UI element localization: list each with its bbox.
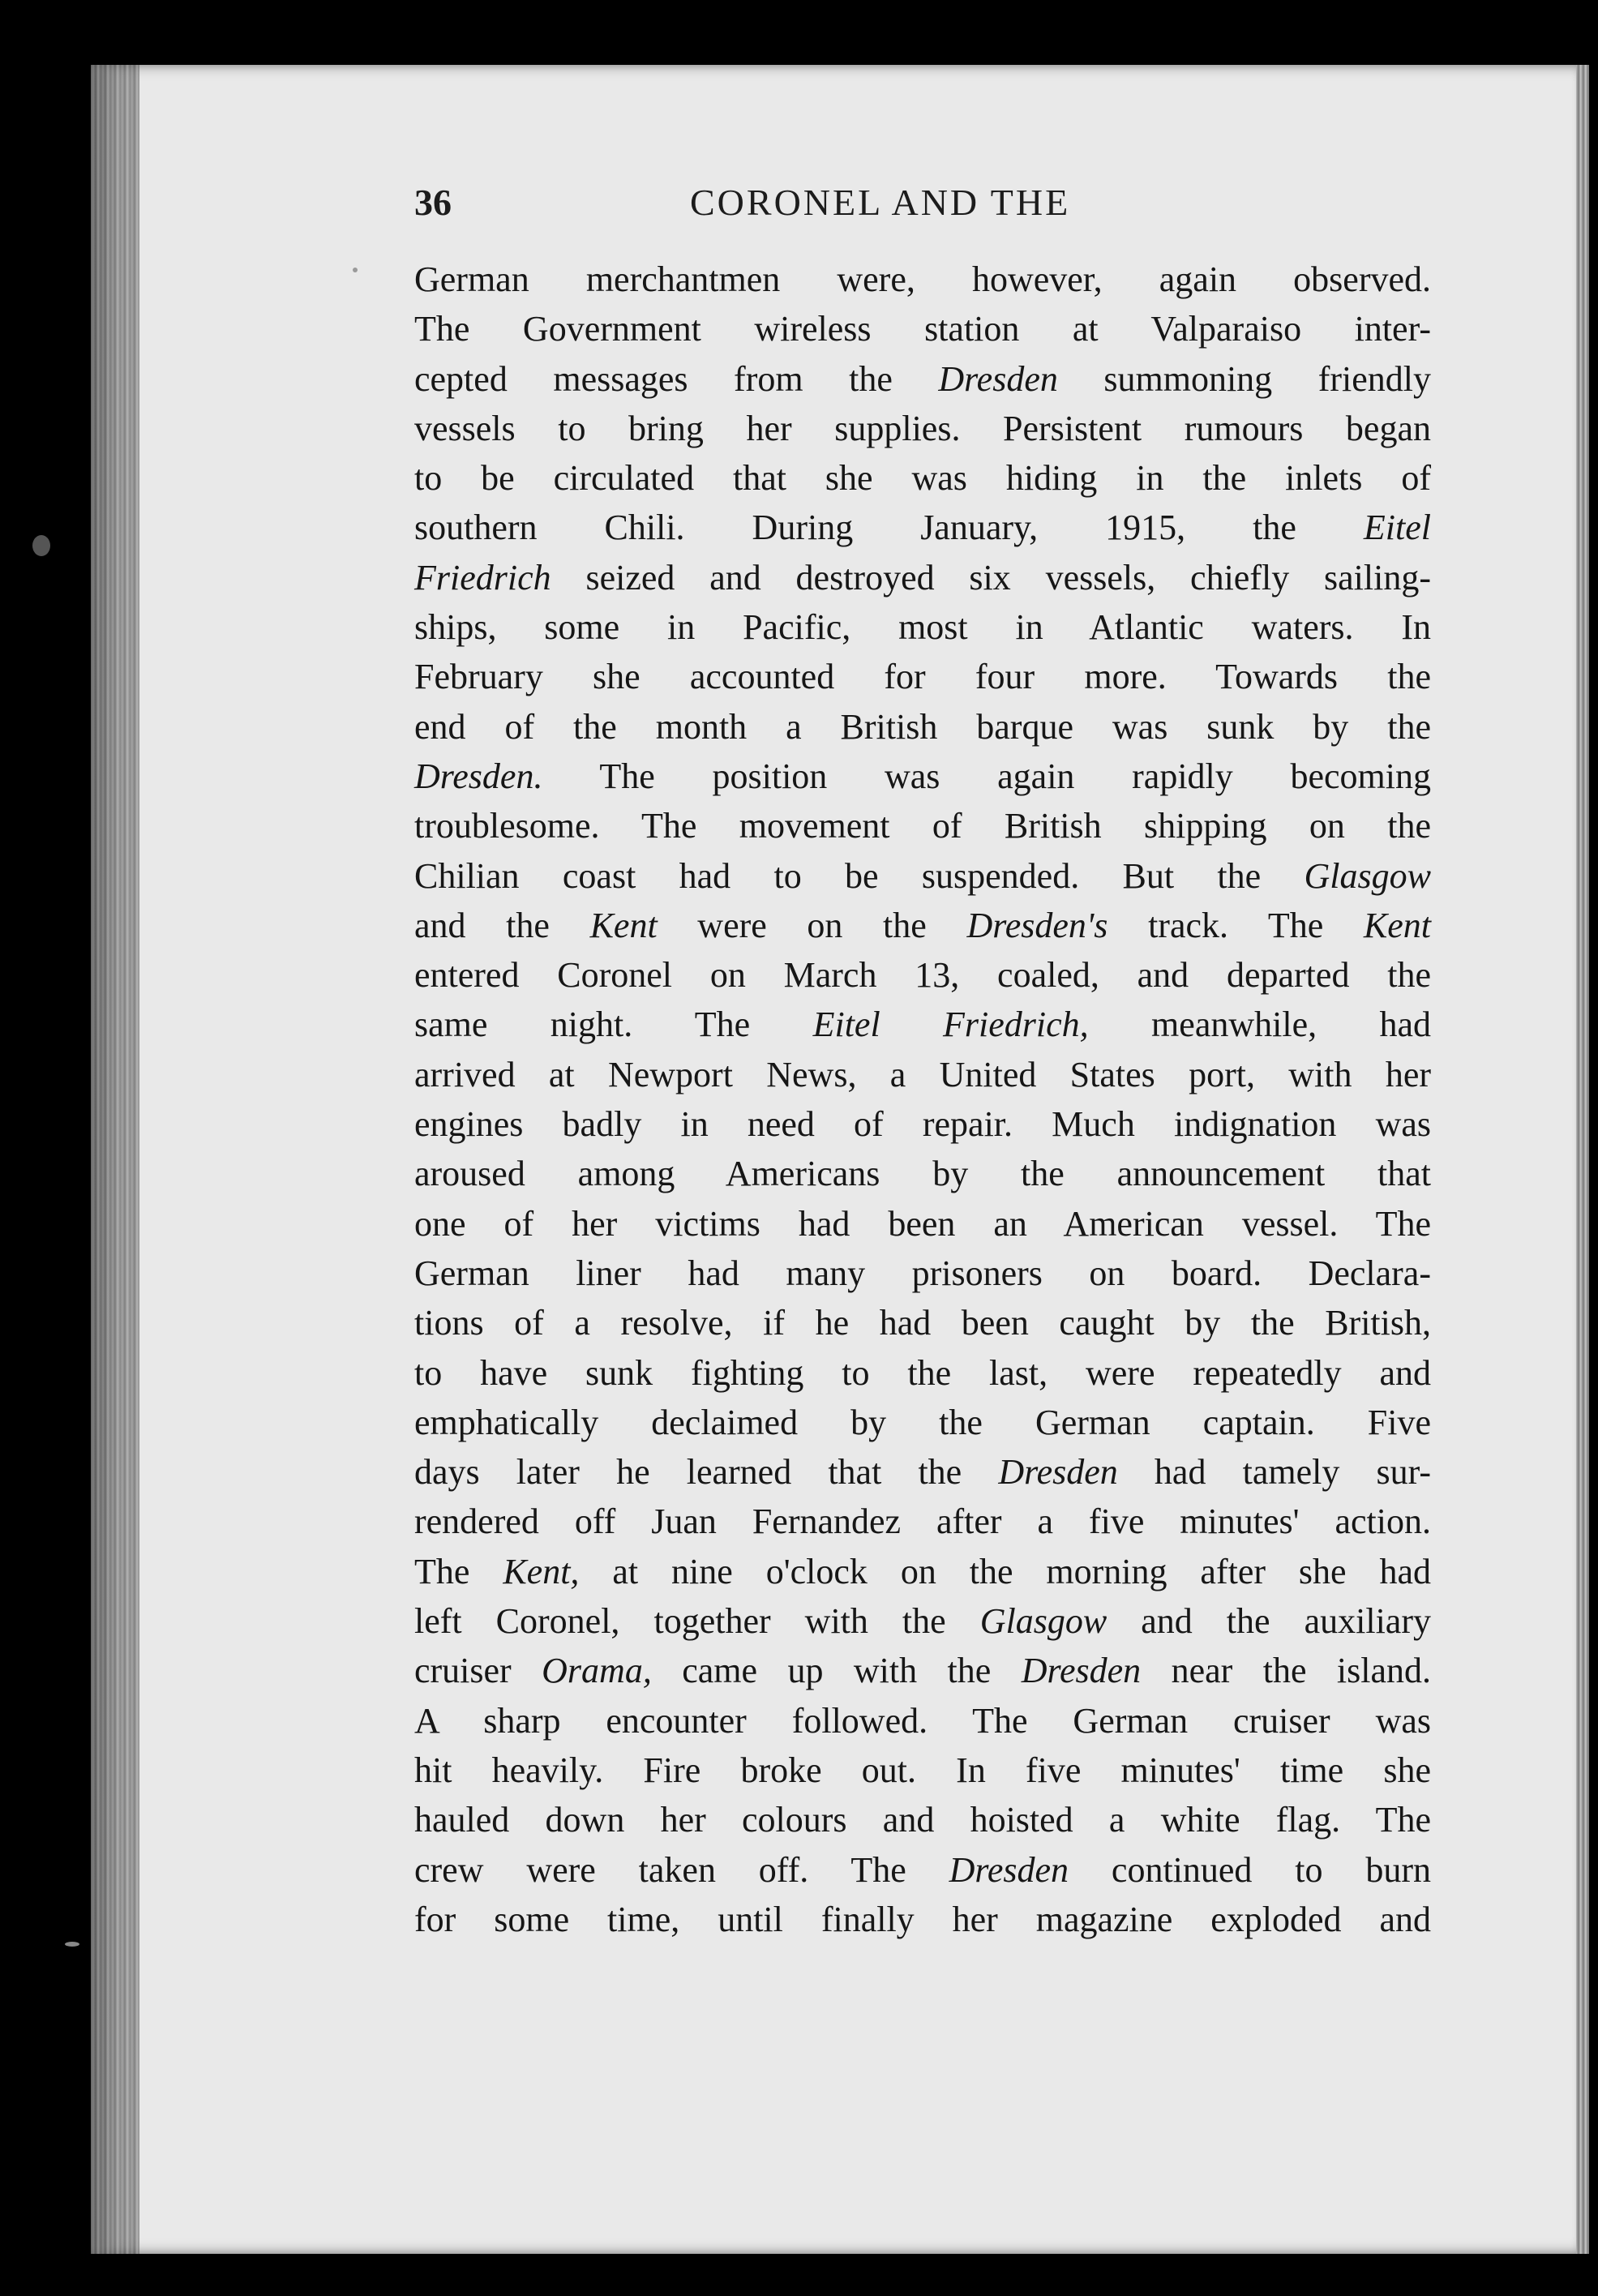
text-line [414, 354, 1431, 404]
text-line [414, 404, 1431, 453]
text-line [414, 503, 1431, 552]
text-run: vessels to bring her supplies. Persistent rumours began [414, 408, 1431, 448]
text-run: emphatically declaimed by the German captain. Five [414, 1402, 1431, 1442]
text-run: track. The [1107, 905, 1364, 945]
text-line [414, 1845, 1431, 1895]
text-line [414, 801, 1431, 850]
text-run: and the [414, 905, 590, 945]
italic-ship-name: Dresden [949, 1849, 1069, 1890]
running-header [414, 178, 1424, 227]
italic-ship-name: Friedrich [414, 557, 551, 598]
text-line [414, 1249, 1431, 1298]
text-run: hit heavily. Fire broke out. In five minutes' time she [414, 1750, 1431, 1790]
text-line [414, 1149, 1431, 1198]
text-run: to be circulated that she was hiding in the inlets of [414, 458, 1431, 499]
text-run: aroused among Americans by the announcement that [414, 1154, 1431, 1194]
scan-speck [65, 1942, 79, 1947]
text-line [414, 1000, 1431, 1049]
text-line [414, 1795, 1431, 1844]
italic-ship-name: Kent [589, 905, 658, 945]
text-line [414, 1895, 1431, 1944]
page-binding-edge [91, 65, 139, 2254]
text-line [414, 453, 1431, 503]
text-run: Chilian coast had to be suspended. But the [414, 855, 1305, 896]
text-run: had tamely sur- [1117, 1452, 1432, 1493]
text-run: southern Chili. During January, 1915, the [414, 508, 1364, 548]
text-run: seized and destroyed six vessels, chiefly sailing- [551, 557, 1431, 598]
italic-ship-name: Eitel [1363, 508, 1431, 548]
text-run: crew were taken off. The [414, 1849, 949, 1890]
text-run: same night. The [414, 1004, 813, 1045]
text-line [414, 752, 1431, 801]
text-line [414, 602, 1431, 652]
body-text [414, 255, 1431, 1944]
text-line [414, 1746, 1431, 1795]
italic-ship-name: Dresden [938, 358, 1058, 399]
text-run: summoning friendly [1057, 358, 1431, 399]
text-run: near the island. [1141, 1651, 1431, 1691]
text-line [414, 1050, 1431, 1099]
page-fore-edge [1576, 65, 1589, 2254]
text-line [414, 255, 1431, 304]
text-line [414, 1646, 1431, 1695]
text-line [414, 1447, 1431, 1497]
text-run: days later he learned that the [414, 1452, 999, 1493]
text-run: for some time, until finally her magazine exploded and [414, 1899, 1431, 1939]
text-run: tions of a resolve, if he had been caught by the British, [414, 1303, 1431, 1343]
text-line [414, 1497, 1431, 1546]
running-head-title: CORONEL AND THE [690, 182, 1071, 223]
text-run: engines badly in need of repair. Much indignation was [414, 1104, 1431, 1145]
text-run: cruiser [414, 1651, 542, 1691]
text-line [414, 950, 1431, 1000]
text-run: at nine o'clock on the morning after she had [579, 1551, 1432, 1591]
text-line [414, 1398, 1431, 1447]
scan-speck [353, 268, 358, 272]
text-line [414, 702, 1431, 752]
text-run: left Coronel, together with the [414, 1601, 980, 1642]
text-run: to have sunk fighting to the last, were repeatedly and [414, 1352, 1431, 1393]
italic-ship-name: Kent, [503, 1551, 580, 1591]
italic-ship-name: Glasgow [1304, 855, 1431, 896]
text-run: cepted messages from the [414, 358, 939, 399]
text-run: one of her victims had been an American vessel. The [414, 1203, 1431, 1244]
text-line [414, 553, 1431, 602]
text-line [414, 851, 1431, 901]
text-line [414, 901, 1431, 950]
text-line [414, 652, 1431, 701]
italic-ship-name: Orama, [542, 1651, 652, 1691]
text-run: were on the [657, 905, 967, 945]
italic-ship-name: Dresden [1021, 1651, 1142, 1691]
text-run: came up with the [651, 1651, 1022, 1691]
text-run: end of the month a British barque was sunk by the [414, 706, 1431, 747]
italic-ship-name: Eitel Friedrich, [812, 1004, 1089, 1045]
text-line [414, 1348, 1431, 1398]
text-run: The position was again rapidly becoming [542, 756, 1431, 796]
text-line [414, 1696, 1431, 1746]
text-line [414, 1596, 1431, 1646]
text-run: continued to burn [1069, 1849, 1431, 1890]
text-run: A sharp encounter followed. The German cruiser was [414, 1700, 1431, 1741]
text-run: rendered off Juan Fernandez after a five minutes' action. [414, 1501, 1431, 1542]
text-run: hauled down her colours and hoisted a white flag. The [414, 1800, 1431, 1840]
text-line [414, 304, 1431, 353]
text-run: German merchantmen were, however, again observed. [414, 259, 1431, 299]
text-line [414, 1099, 1431, 1149]
italic-ship-name: Glasgow [979, 1601, 1107, 1642]
text-run: ships, some in Pacific, most in Atlantic waters. In [414, 607, 1431, 648]
text-run: meanwhile, had [1088, 1004, 1431, 1045]
italic-ship-name: Dresden [998, 1452, 1118, 1493]
text-run: troublesome. The movement of British shipping on the [414, 806, 1431, 846]
text-line [414, 1547, 1431, 1596]
italic-ship-name: Dresden's [966, 905, 1108, 945]
italic-ship-name: Kent [1363, 905, 1431, 945]
text-run: entered Coronel on March 13, coaled, and departed the [414, 955, 1431, 996]
text-run: February she accounted for four more. Towards the [414, 657, 1431, 697]
text-run: and the auxiliary [1107, 1601, 1431, 1642]
text-run: arrived at Newport News, a United States port, with her [414, 1054, 1431, 1094]
text-run: The Government wireless station at Valparaiso inter- [414, 309, 1431, 349]
text-run: German liner had many prisoners on board. Declara- [414, 1253, 1431, 1293]
italic-ship-name: Dresden. [414, 756, 543, 796]
scan-speck [32, 535, 50, 556]
page-number: 36 [414, 182, 452, 223]
text-line [414, 1298, 1431, 1347]
text-run: The [414, 1551, 503, 1591]
text-line [414, 1199, 1431, 1249]
